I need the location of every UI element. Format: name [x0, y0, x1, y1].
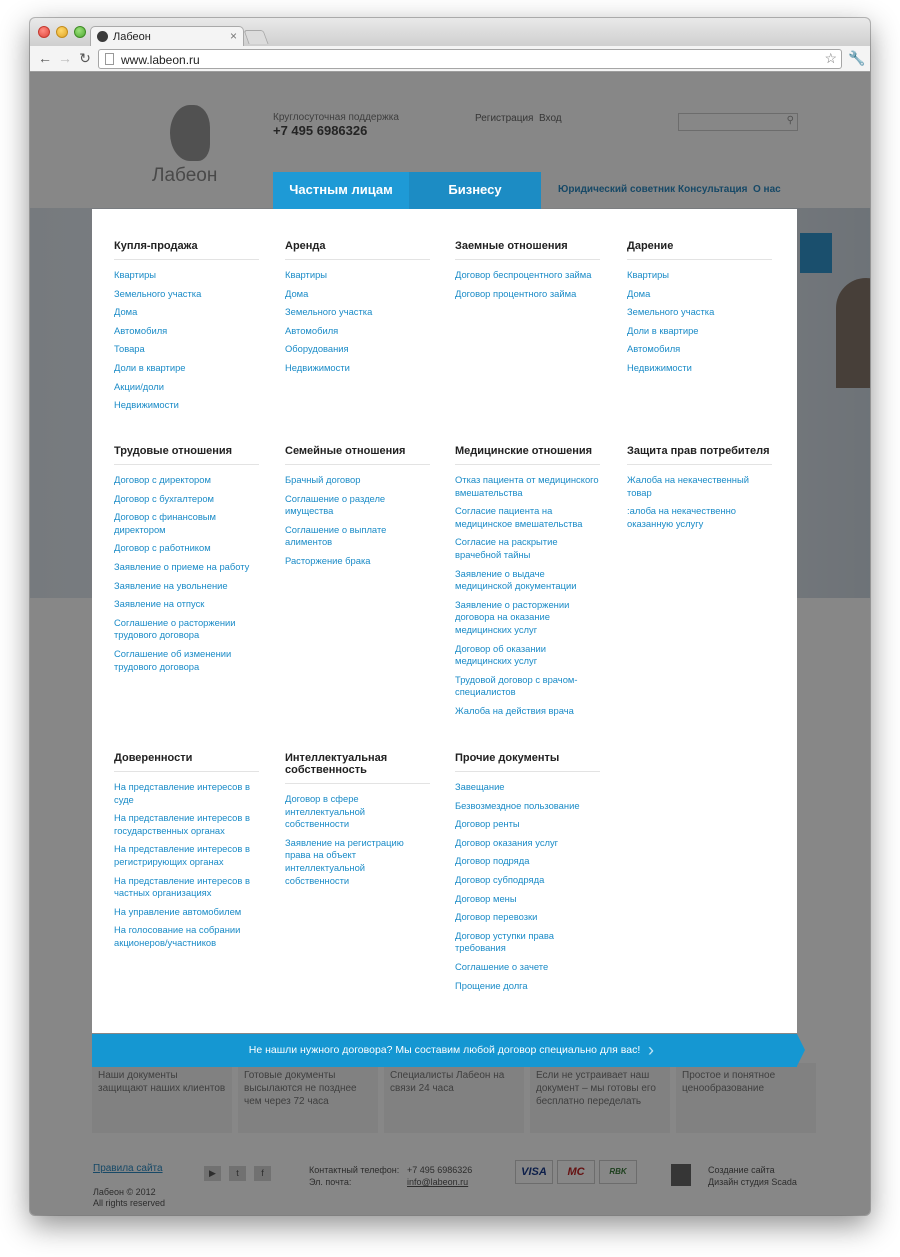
menu-link[interactable]: Договор с работником	[114, 542, 211, 554]
menu-link[interactable]: Договор об оказании медицинских услуг	[455, 642, 546, 667]
menu-link[interactable]: Квартиры	[627, 269, 670, 280]
menu-column-title: Аренда	[285, 240, 430, 260]
menu-link[interactable]: Договор подряда	[455, 855, 530, 867]
browser-toolbar	[30, 46, 870, 72]
menu-link[interactable]: Соглашение о зачете	[455, 960, 549, 972]
visa-icon: VISA	[515, 1160, 553, 1184]
register-link[interactable]: Регистрация	[475, 113, 534, 124]
menu-link[interactable]: Автомобиля	[114, 324, 168, 336]
copyright-text: Лабеон © 2012	[93, 1187, 156, 1197]
menu-link-list	[114, 781, 259, 950]
menu-column	[114, 752, 259, 956]
menu-link[interactable]: Договор субподряда	[455, 873, 545, 885]
browser-tab[interactable]	[90, 26, 244, 47]
contact-phone: +7 495 6986326	[407, 1165, 473, 1175]
menu-link[interactable]: Соглашение о разделе имущества	[285, 492, 386, 517]
menu-link[interactable]: На управление автомобилем	[114, 905, 242, 917]
nav-about[interactable]: О нас	[753, 184, 781, 195]
menu-link[interactable]: Договор ренты	[455, 818, 520, 830]
tab-close-icon[interactable]: ×	[229, 29, 237, 43]
menu-column	[455, 752, 600, 998]
menu-link[interactable]: Соглашение об изменении трудового договора	[114, 647, 232, 672]
banner-tip	[797, 1034, 805, 1066]
close-window-button[interactable]	[38, 26, 50, 38]
menu-column	[627, 445, 772, 536]
menu-column	[285, 445, 430, 574]
menu-link[interactable]: Оборудования	[285, 343, 349, 355]
feature-item: Простое и понятное ценообразование	[676, 1063, 816, 1133]
menu-link[interactable]: Договор перевозки	[455, 911, 538, 923]
menu-link[interactable]: Доли в квартире	[627, 324, 699, 336]
menu-link[interactable]: Недвижимости	[114, 399, 179, 411]
page-icon	[105, 53, 114, 65]
menu-link[interactable]: Автомобиля	[285, 324, 339, 336]
menu-link[interactable]: Жалоба на некачественный товар	[627, 474, 749, 498]
menu-link[interactable]: Жалоба на действия врача	[455, 704, 574, 716]
menu-link[interactable]: Заявление на регистрацию права на объект интеллектуальной собственности	[285, 836, 404, 886]
tab-business[interactable]: Бизнесу	[409, 172, 541, 209]
menu-link-list	[285, 793, 430, 887]
menu-link[interactable]: На представление интересов в суде	[114, 781, 250, 805]
menu-link[interactable]: На голосование на собрании акционеров/участников	[114, 924, 241, 948]
menu-link[interactable]: Договор процентного займа	[455, 287, 577, 299]
menu-link[interactable]: На представление интересов в регистрирующих органах	[114, 843, 250, 867]
menu-column-title: Дарение	[627, 240, 772, 260]
new-tab-button[interactable]	[243, 30, 268, 44]
menu-link[interactable]: Безвозмездное пользование	[455, 799, 580, 811]
mastercard-icon: MC	[557, 1160, 595, 1184]
facebook-icon[interactable]: f	[254, 1166, 271, 1181]
rights-text: All rights reserved	[93, 1198, 166, 1208]
menu-link[interactable]: Заявление на увольнение	[114, 579, 228, 591]
menu-link[interactable]: Соглашение о выплате алиментов	[285, 523, 387, 548]
menu-column	[455, 240, 600, 306]
menu-link[interactable]: Автомобиля	[627, 343, 681, 355]
menu-link[interactable]: Брачный договор	[285, 474, 361, 485]
studio-line-2: Дизайн студия Scada	[708, 1177, 797, 1187]
nav-legal-advisor[interactable]: Юридический советник	[558, 184, 676, 195]
feature-item: Готовые документы высылаются не позднее чем через 72 часа	[238, 1063, 378, 1133]
menu-link[interactable]: Недвижимости	[285, 361, 350, 373]
reload-icon[interactable]: ↻	[79, 50, 91, 66]
custom-contract-banner[interactable]: Не нашли нужного договора? Мы составим любой договор специально для вас!	[92, 1034, 797, 1067]
menu-link[interactable]: Квартиры	[114, 269, 157, 280]
feature-item: Наши документы защищают наших клиентов	[92, 1063, 232, 1133]
minimize-window-button[interactable]	[56, 26, 68, 38]
menu-link-list	[455, 781, 600, 992]
twitter-icon[interactable]: t	[229, 1166, 246, 1181]
menu-column-title: Купля-продажа	[114, 240, 259, 260]
menu-column-title: Доверенности	[114, 752, 259, 772]
menu-link[interactable]: Соглашение о расторжении трудового договора	[114, 616, 236, 641]
menu-link[interactable]: Товара	[114, 343, 145, 355]
menu-column	[114, 240, 259, 418]
menu-link[interactable]: Дома	[114, 306, 138, 318]
menu-link[interactable]: На представление интересов в частных организациях	[114, 874, 250, 899]
menu-column	[627, 240, 772, 381]
address-bar[interactable]	[98, 49, 842, 69]
menu-link[interactable]: Договор в сфере интеллектуальной собственности	[285, 793, 366, 830]
menu-link[interactable]: Земельного участка	[627, 306, 715, 318]
menu-link[interactable]: Расторжение брака	[285, 554, 371, 566]
wrench-icon[interactable]: 🔧	[848, 50, 866, 66]
menu-column-title: Медицинские отношения	[455, 445, 600, 465]
menu-link[interactable]: Отказ пациента от медицинского вмешательства	[455, 474, 599, 498]
menu-link[interactable]: Дома	[285, 287, 309, 299]
menu-link[interactable]: Недвижимости	[627, 361, 692, 373]
banner-arrow-icon[interactable]: ›	[648, 1040, 654, 1060]
menu-column	[114, 445, 259, 679]
menu-link-list	[627, 474, 772, 530]
menu-link[interactable]: Договор уступки права требования	[455, 929, 554, 954]
browser-titlebar	[30, 18, 870, 46]
menu-link-list	[114, 269, 259, 412]
studio-line-1: Создание сайта	[708, 1165, 775, 1175]
menu-link[interactable]: Трудовой договор с врачом-специалистов	[455, 673, 578, 698]
menu-link[interactable]: Договор оказания услуг	[455, 836, 559, 848]
menu-link[interactable]: Заявление о расторжении договора на оказание медицинских услуг	[455, 598, 570, 635]
menu-column	[285, 752, 430, 893]
site-rules-link[interactable]: Правила сайта	[93, 1163, 163, 1174]
menu-link[interactable]: Договор мены	[455, 892, 517, 904]
nav-consultation[interactable]: Консультация	[678, 184, 748, 195]
menu-link[interactable]: Договор беспроцентного займа	[455, 269, 592, 280]
login-link[interactable]: Вход	[539, 113, 562, 124]
menu-link-list	[285, 269, 430, 375]
rbk-icon: RBK	[599, 1160, 637, 1184]
menu-column	[455, 445, 600, 724]
feature-item: Специалисты Лабеон на связи 24 часа	[384, 1063, 524, 1133]
menu-column-title: Прочие документы	[455, 752, 600, 772]
menu-link-list	[455, 269, 600, 300]
forward-icon[interactable]: →	[58, 50, 72, 66]
support-phone: +7 495 6986326	[273, 123, 368, 138]
menu-link[interactable]: Доли в квартире	[114, 361, 186, 373]
menu-column-title: Защита прав потребителя	[627, 445, 772, 465]
logo-text[interactable]: Лабеон	[152, 165, 218, 186]
support-label: Круглосуточная поддержка	[273, 112, 399, 123]
window-controls	[38, 26, 86, 38]
menu-link[interactable]: Земельного участка	[114, 287, 202, 299]
documents-dropdown-panel	[92, 209, 797, 1033]
menu-link[interactable]: Договор с директором	[114, 474, 211, 485]
menu-link[interactable]: Прощение долга	[455, 979, 528, 991]
url-text[interactable]: www.labeon.ru	[121, 53, 200, 67]
menu-link[interactable]: Заявление о выдаче медицинской документации	[455, 567, 577, 592]
menu-column-title: Семейные отношения	[285, 445, 430, 465]
menu-link[interactable]: Акции/доли	[114, 380, 164, 392]
menu-link[interactable]: На представление интересов в государственных органах	[114, 812, 250, 836]
menu-column-title: Трудовые отношения	[114, 445, 259, 465]
favicon-icon	[97, 31, 108, 42]
menu-link-list	[455, 474, 600, 718]
menu-link-list	[114, 474, 259, 673]
menu-link[interactable]: Согласие пациента на медицинское вмешательства	[455, 505, 583, 529]
bookmark-star-icon[interactable]: ☆	[824, 50, 837, 66]
menu-link[interactable]: Земельного участка	[285, 306, 373, 318]
menu-link[interactable]: Дома	[627, 287, 651, 299]
youtube-icon[interactable]: ▶	[204, 1166, 221, 1181]
menu-link-list	[285, 474, 430, 568]
search-icon[interactable]: ⚲	[786, 115, 794, 126]
contact-email-link[interactable]: info@labeon.ru	[407, 1177, 469, 1187]
menu-link[interactable]: Договор с бухгалтером	[114, 492, 215, 504]
menu-link[interactable]: Заявление о приеме на работу	[114, 560, 250, 572]
menu-column	[285, 240, 430, 381]
back-icon[interactable]: ←	[38, 50, 52, 66]
browser-window	[30, 18, 870, 1215]
web-page	[30, 73, 870, 1215]
menu-column-title: Интеллектуальная собственность	[285, 752, 430, 784]
menu-link[interactable]: Согласие на раскрытие врачебной тайны	[455, 536, 558, 560]
feature-item: Если не устраивает наш документ – мы готовы его бесплатно переделать	[530, 1063, 670, 1133]
phone-label: Контактный телефон:	[309, 1165, 400, 1175]
menu-column-title: Заемные отношения	[455, 240, 600, 260]
tab-private-persons[interactable]: Частным лицам	[273, 172, 409, 209]
menu-link[interactable]: Завещание	[455, 781, 505, 792]
email-label: Эл. почта:	[309, 1177, 352, 1187]
zoom-window-button[interactable]	[74, 26, 86, 38]
tab-title: Лабеон	[113, 31, 151, 43]
menu-link-list	[627, 269, 772, 375]
menu-link[interactable]: Квартиры	[285, 269, 328, 280]
menu-link[interactable]: Договор с финансовым директором	[114, 511, 216, 535]
menu-link[interactable]: :алоба на некачественно оказанную услугу	[627, 505, 737, 529]
menu-link[interactable]: Заявление на отпуск	[114, 598, 205, 610]
